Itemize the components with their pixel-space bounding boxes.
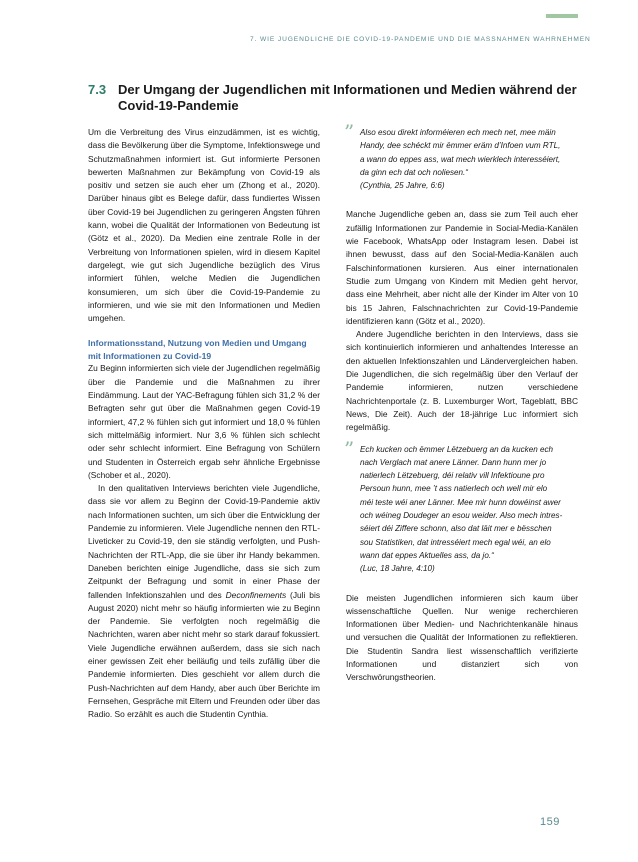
paragraph-survey: Zu Beginn informierten sich viele der Jugendlichen regelmäßig über die Pandemie und die Maßnahmen zu ihrer Eindämmung. Laut der YAC-Befragung fühlen sich 31,2 % der Befragten sehr gut über die Maßnahmen gegen Covid-19 informiert, 47,2 % fühlen sich gut informiert und 18,0 % fühlen sich mittelmäßig informiert. Nur 3,6 % fühlen sich schlecht oder sehr schlecht informiert. Eine Befragung von Schülern und Studenten in Österreich ergab sehr ähnliche Ergebnisse (Schober et al., 2020). xyxy=(88,363,320,480)
quote-line: sou Statistiken, dat intresséiert mech egal wéi, an elo xyxy=(360,537,551,547)
quote-line: da ginn ech dat och noliesen.“ xyxy=(360,167,468,177)
section-title: Der Umgang der Jugendlichen mit Informationen und Medien während der Covid-19-Pandemie xyxy=(118,82,577,113)
header-accent-bar xyxy=(546,14,578,18)
paragraph-scientific-sources: Die meisten Jugendlichen informieren sich kaum über wissenschaftliche Quellen. Nur wenige recherchieren Informationen über Medien- und Nachrichtenkanäle hinaus und versuchen die Qualität der Informationen zu reflektieren. Die Studentin Sandra liest wissenschaftlich verifizierte Informationen und distanziert sich von Verschwörungstheorien. xyxy=(346,592,578,683)
quote-line: och wéineg Doudeger an esou weider. Also mech intres- xyxy=(360,511,563,521)
quote-mark-icon: ” xyxy=(344,120,355,144)
quote-line: a wann do eppes ass, wat mech wierklech interesséiert, xyxy=(360,154,561,164)
paragraph-interviews xyxy=(88,482,320,721)
quote-line: séiert déi Ziffere schonn, also dat läit mer e bësschen xyxy=(360,524,552,534)
quote-cynthia xyxy=(344,120,578,192)
paragraph-continuous: Andere Jugendliche berichten in den Interviews, dass sie sich kontinuierlich informieren und anhaltendes Interesse an den aktuellen Infektionszahlen und Ländervergleichen haben. Die Jugendlichen, die sich regelmäßig über den Verlauf der Pandemie informieren, nutzen verschiedene Nachrichtenportale (z. B. Luxemburger Wort, Tageblatt, BBC News, Die Zeit). Auch der 18-jährige Luc informiert sich regelmäßig. xyxy=(346,329,578,433)
paragraph-interviews-part-b: (Juli bis August 2020) nicht mehr so häufig informierten wie zu Beginn der Pandemie. Sie verfolgten noch regelmäßig die Nachrichten, waren aber nicht mehr so stark darauf fokussiert. Viele Jugendliche erwähnen außerdem, dass sie sich nach einer gewissen Zeit eher beiläufig und teils zufällig über die Pandemie informierten. Dies geschieht vor allem durch die Push-Nachrichten auf dem Handy, aber auch über Berichte im Fernsehen, Gespräche mit Eltern und Freunden oder über das Radio. So erzählt es auch die Studentin Cynthia. xyxy=(88,589,321,720)
left-column xyxy=(88,126,320,721)
quote-line: Also esou direkt informéieren ech mech net, mee mäin xyxy=(360,128,556,137)
quote-source: (Luc, 18 Jahre, 4:10) xyxy=(360,564,435,574)
quote-source: (Cynthia, 25 Jahre, 6:6) xyxy=(360,181,445,191)
page-number: 159 xyxy=(540,816,560,828)
paragraph-interviews-part-a: In den qualitativen Interviews berichten viele Jugendliche, dass sie vor allem zu Beginn der Covid-19-Pandemie aktiv nach Informationen suchten, um sich über die Entwicklung der Pandemie zu informieren. Viele Jugendliche nennen den RTL-Liveticker zu Covid-19, den sie ständig verfolgten, und Push-Nachrichten der RTL-App, die sie über ihr Handy bekammen. Daneben berichten einige Jugendliche, dass sie sich zum Zeitpunkt der Befragung und somit in einer Phase der fallenden Infektionszahlen und des xyxy=(88,483,320,600)
quote-line: Handy, dee schéckt mir ëmmer eräm d’Infoen vum RTL, xyxy=(360,141,561,151)
running-header: 7. WIE JUGENDLICHE DIE COVID-19-PANDEMIE UND DIE MASSNAHMEN WAHRNEHMEN xyxy=(250,36,591,43)
quote-luc xyxy=(344,436,578,576)
deconfinements-term: Deconfinements xyxy=(225,589,287,600)
section-number: 7.3 xyxy=(88,82,107,97)
quote-line: Ech kucken och ëmmer Lëtzebuerg an da kucken ech xyxy=(360,444,554,454)
subheading: Informationsstand, Nutzung von Medien und Umgang mit Informationen zu Covid-19 xyxy=(88,338,307,361)
quote-line: nach Verglach mat anere Länner. Dann hunn mer jo xyxy=(360,457,547,467)
right-column xyxy=(344,120,578,685)
paragraph-intro: Um die Verbreitung des Virus einzudämmen, ist es wichtig, dass die Bevölkerung über die Symptome, Infektionswege und Schutzmaßnahmen informiert ist. Gut informierte Personen bewerten Maßnahmen zur Bekämpfung von Covid-19 als positiv und setzen sie auch eher um (Zhong et al., 2020). Darüber hinaus gibt es Belege dafür, dass fundiertes Wissen über Covid-19 bei Jugendlichen zu geringeren Ängsten führen kann, wobei die Qualität der Informationen von Bedeutung ist (Götz et al., 2020). Da Medien eine zentrale Rolle in der Verbreitung von Informationen spielen, wird in diesem Kapitel dargelegt, wie gut sich Jugendliche bezüglich des Virus informiert fühlen, welche Medien die Jugendlichen konsumieren, um sich über die Covid-19-Pandemie zu informieren, und wie sie mit den Informationen und Medien umgehen. xyxy=(88,127,320,324)
quote-line: wann dat eppes Aktuelles ass, da jo.“ xyxy=(360,550,494,560)
quote-line: natierlech Lëtzebuerg, déi relativ vill Infektioune pro xyxy=(360,471,545,481)
quote-mark-icon: ” xyxy=(344,436,355,461)
quote-line: Persoun hunn, mee ’t ass natierlech och well mir elo xyxy=(360,484,548,494)
quote-line: méi teste wéi aner Länner. Mee mir hunn dowéinst awer xyxy=(360,497,561,507)
paragraph-social-media: Manche Jugendliche geben an, dass sie zum Teil auch eher zufällig Informationen zur Pandemie in Social-Media-Kanälen wie Facebook, WhatsApp oder Instagram lesen. Dabei ist ihnen bewusst, dass auf den Social-Media-Kanälen auch Falschinformationen kursieren. Aus einer internationalen Studie zum Umgang von Kindern mit Medien geht hervor, dass eine Mehrheit, aber nicht alle der Kinder im Alter von 10 bis 15 Jahren, Falschnachrichten zur Covid-19-Pandemie identifizieren kann (Götz et al., 2020). xyxy=(346,209,578,326)
